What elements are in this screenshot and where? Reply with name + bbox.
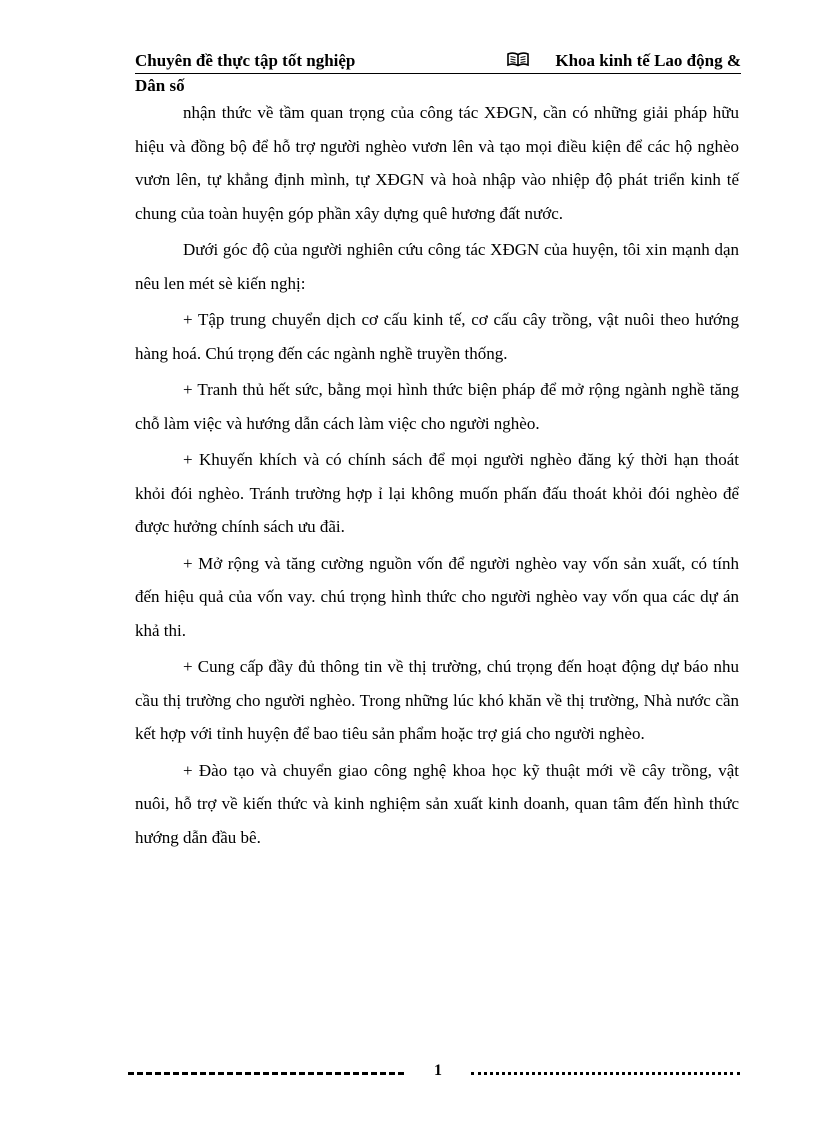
paragraph-6: + Mở rộng và tăng cường nguồn vốn để người nghèo vay vốn sản xuất, có tính đến hiệu quả của vốn vay. chú trọng hình thức cho người nghèo vay vốn qua các dự án khả thi.: [135, 553, 739, 640]
footer-dashed-rule: [128, 1072, 404, 1078]
header-row: [135, 50, 741, 74]
page-header: [135, 50, 741, 97]
header-right-title: Khoa kinh tế Lao động &: [555, 51, 741, 70]
paragraph-4: + Tranh thủ hết sức, bằng mọi hình thức biện pháp để mở rộng ngành nghề tăng chỗ làm việc và hướng dẫn cách làm việc cho người nghèo.: [135, 380, 739, 433]
page-number: 1: [434, 1062, 442, 1079]
open-book-icon: [507, 51, 529, 66]
page-footer: [128, 1062, 740, 1082]
paragraph-2: Dưới góc độ của người nghiên cứu công tác XĐGN của huyện, tôi xin mạnh dạn nêu len mét sè kiến nghị:: [135, 240, 739, 293]
paragraph-7: + Cung cấp đầy đủ thông tin về thị trường, chú trọng đến hoạt động dự báo nhu cầu thị trường cho người nghèo. Trong những lúc khó khăn về thị trường, Nhà nước cần kết hợp với tỉnh huyện để bao tiêu sản phẩm hoặc trợ giá cho người nghèo.: [135, 657, 739, 743]
paragraph-3: + Tập trung chuyển dịch cơ cấu kinh tế, cơ cấu cây trồng, vật nuôi theo hướng hàng hoá. Chú trọng đến các ngành nghề truyền thống.: [135, 310, 739, 363]
header-continuation: Dân số: [135, 76, 185, 95]
footer-dotted-rule: [471, 1072, 740, 1078]
paragraph-8: + Đào tạo và chuyển giao công nghệ khoa học kỹ thuật mới về cây trồng, vật nuôi, hỗ trợ về kiến thức và kinh nghiệm sản xuất kinh doanh, quan tâm đến hình thức hướng dẫn đầu bê.: [135, 760, 739, 847]
paragraph-5: + Khuyến khích và có chính sách để mọi người nghèo đăng ký thời hạn thoát khỏi đói nghèo. Tránh trường hợp ỉ lại không muốn phấn đấu thoát khỏi đói nghèo để được hưởng chính sách ưu đãi.: [135, 450, 739, 536]
paragraph-1: nhận thức về tầm quan trọng của công tác XĐGN, cần có những giải pháp hữu hiệu và đồng bộ để hỗ trợ người nghèo vươn lên và tạo mọi điều kiện để các hộ nghèo vươn lên, tự khẳng định mình, tự XĐGN và hoà nhập vào nhiệp độ phát triển kinh tế chung của toàn huyện góp phần xây dựng quê hương đất nước.: [135, 103, 739, 223]
header-left-title: Chuyên đề thực tập tốt nghiệp: [135, 51, 356, 70]
body-text: [135, 96, 739, 857]
header-right-group: [467, 50, 741, 72]
